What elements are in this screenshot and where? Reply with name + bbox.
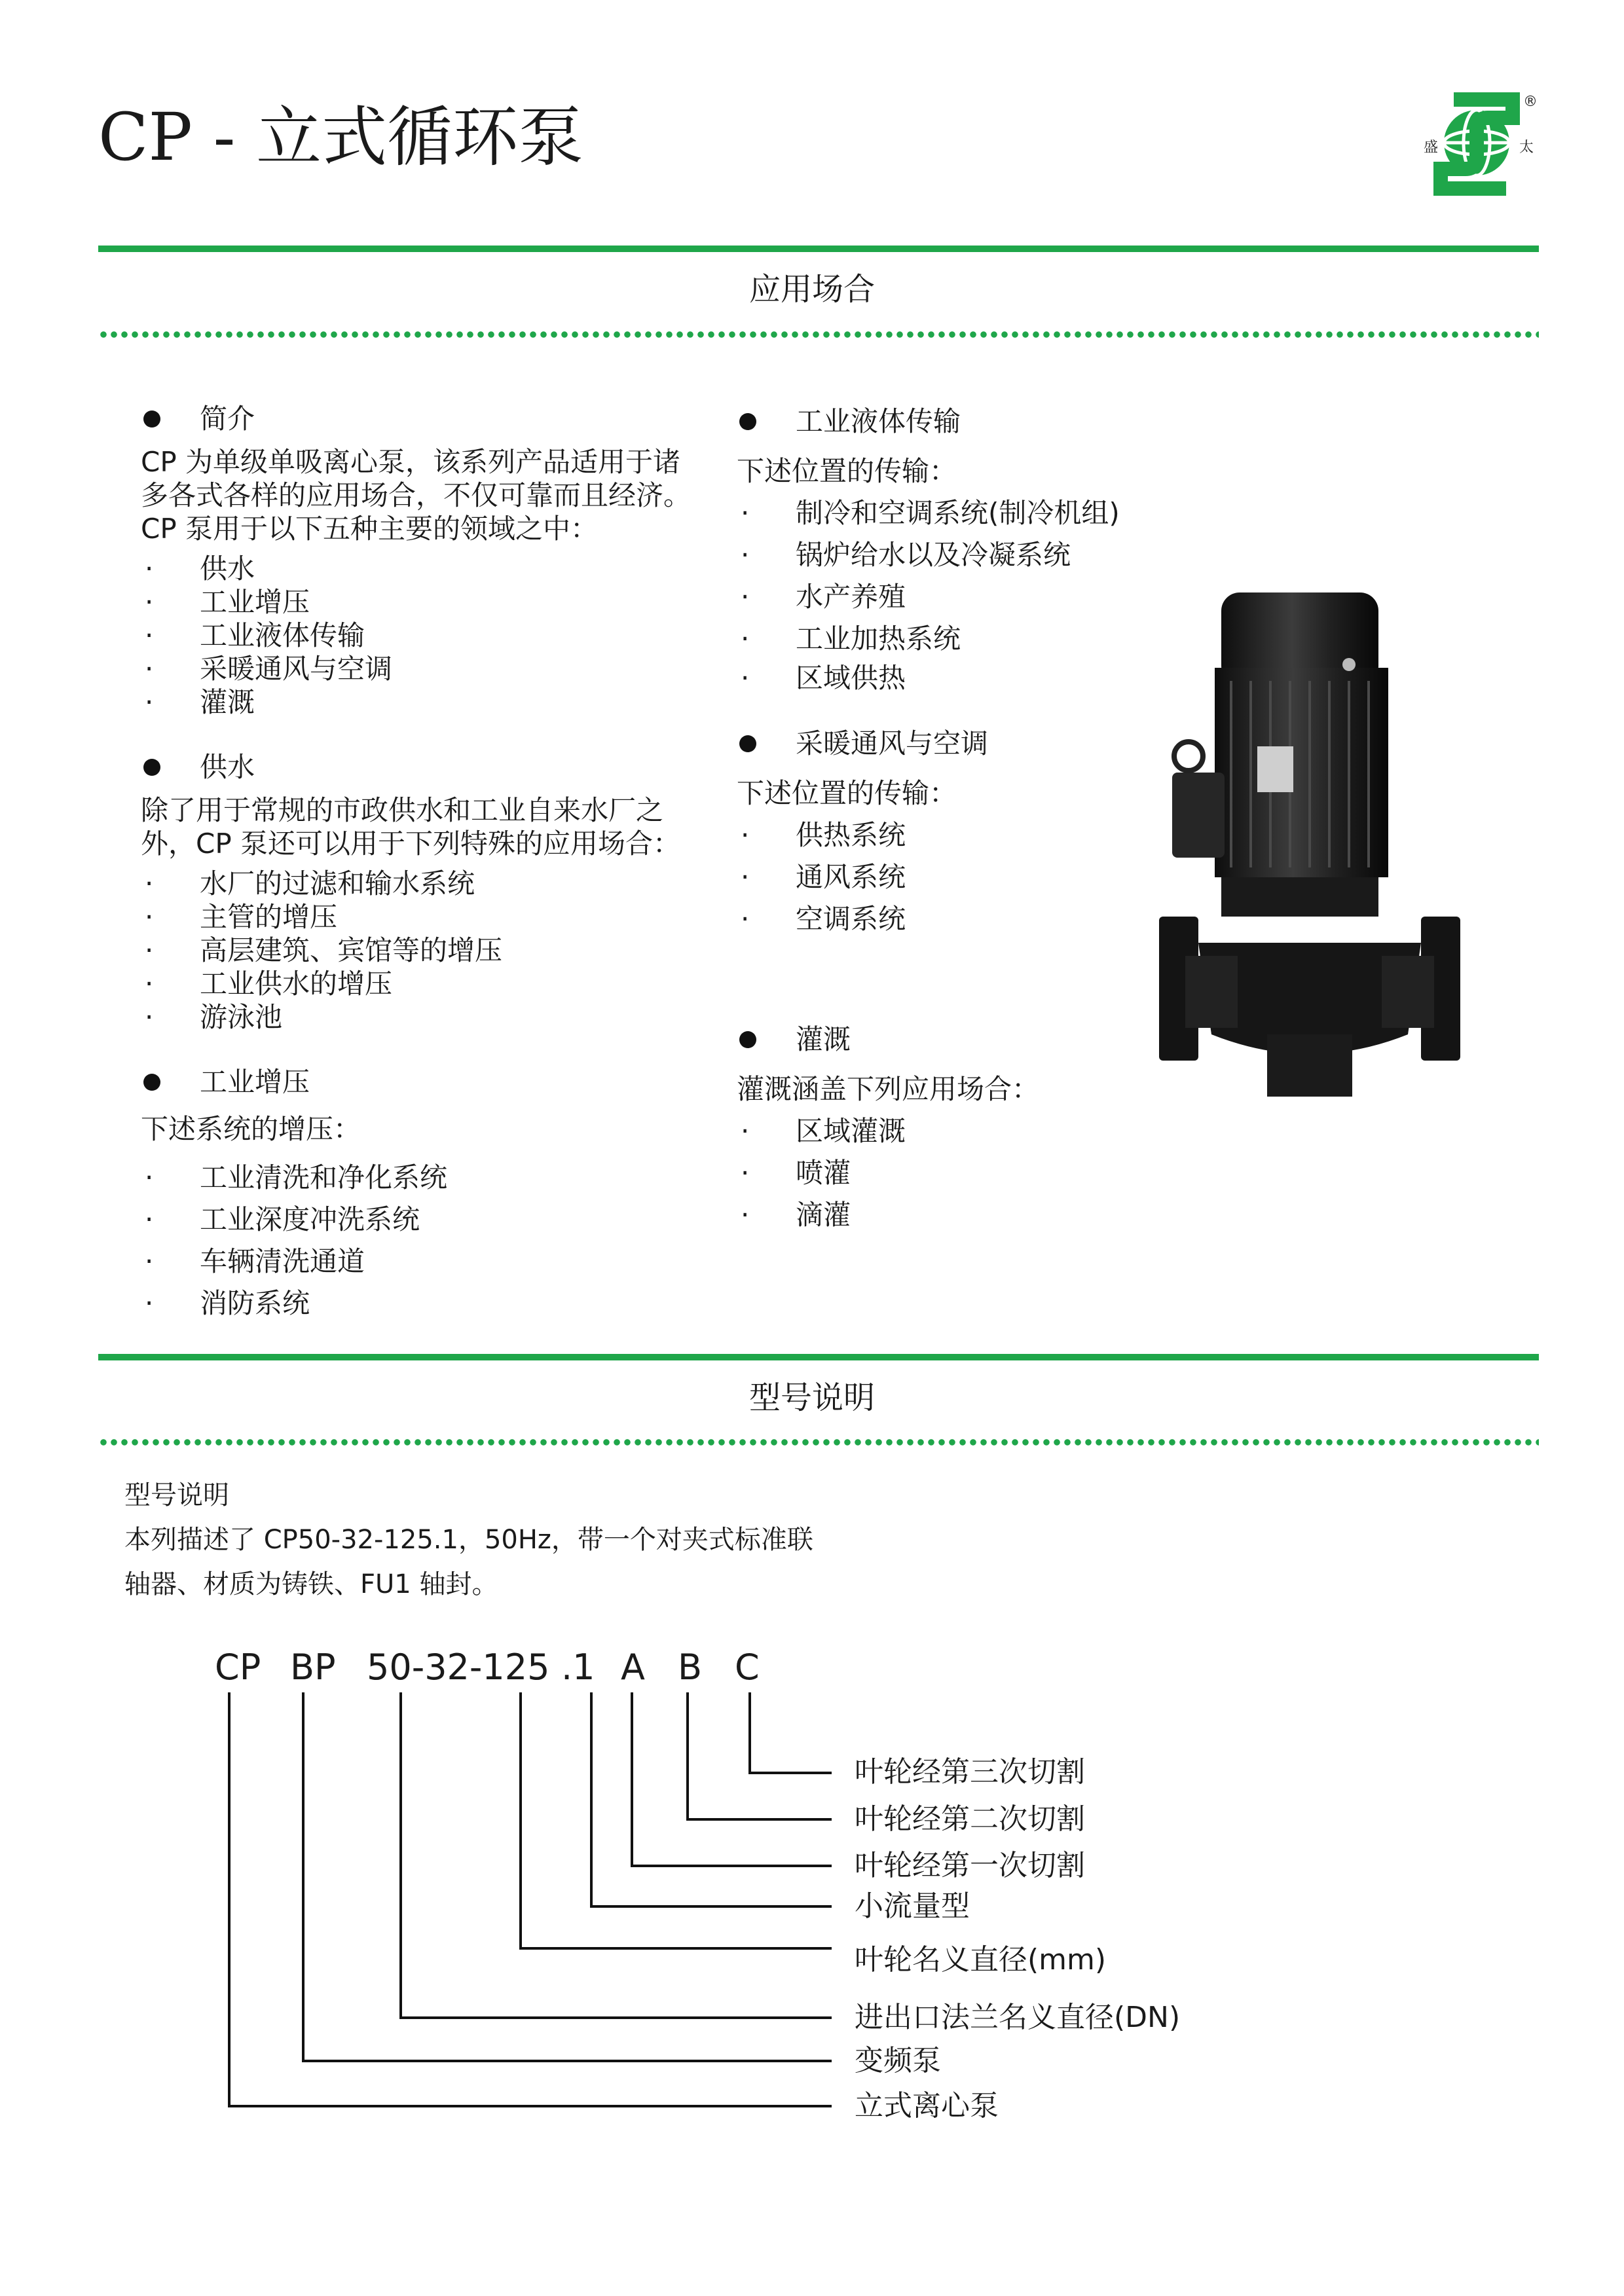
list-item: · 工业增压 [145,586,310,618]
connector-a [632,1692,832,1866]
label-variable-frequency: 变频泵 [855,2044,941,2077]
list-item: · 工业供水的增压 [145,968,393,1000]
registered-mark: ® [1523,94,1538,110]
connector-flange [401,1692,832,2018]
label-first-cut: 叶轮经第一次切割 [855,1849,1085,1882]
list-item: · 采暖通风与空调 [145,653,393,685]
code-part-c: C [735,1647,760,1688]
list-item: · 空调系统 [741,903,906,935]
label-flange-diameter: 进出口法兰名义直径(DN) [855,2001,1181,2034]
list-item: · 消防系统 [145,1287,310,1319]
list-item: · 滴灌 [741,1199,851,1231]
code-part-size: 50-32-125 [367,1647,550,1688]
code-part-b: B [678,1647,703,1688]
intro-paragraph: CP 为单级单吸离心泵，该系列产品适用于诸 多各式各样的应用场合，不仅可靠而且经济。 CP 泵用于以下五种主要的领域之中： [141,446,692,545]
hvac-paragraph: 下述位置的传输： [737,777,957,809]
list-item: · 工业加热系统 [741,623,961,655]
connector-variable [303,1692,832,2061]
liquid-paragraph: 下述位置的传输： [737,455,957,487]
model-intro-line: 型号说明 [124,1480,229,1510]
heading-industrial-boost: 工业增压 [141,1063,730,1108]
list-item: · 游泳池 [145,1001,283,1033]
boost-paragraph: 下述系统的增压： [141,1113,361,1145]
label-third-cut: 叶轮经第三次切割 [855,1755,1085,1789]
list-item: · 灌溉 [145,686,255,718]
heading-intro: 简介 [141,399,730,445]
label-impeller-diameter: 叶轮名义直径(mm) [855,1943,1107,1977]
section-title-applications: 应用场合 [748,271,875,308]
list-item: · 主管的增压 [145,901,338,933]
list-item: · 车辆清洗通道 [145,1245,365,1277]
logo-text-right: 太 [1519,139,1534,156]
water-paragraph: 除了用于常规的市政供水和工业自来水厂之 外，CP 泵还可以用于下列特殊的应用场合： [141,794,681,860]
list-item: · 区域灌溉 [741,1115,906,1147]
heading-liquid-transfer: 工业液体传输 [737,401,1208,450]
model-intro-line: 本列描述了 CP50-32-125.1，50Hz，带一个对夹式标准联 [124,1525,813,1555]
label-vertical-centrifugal: 立式离心泵 [855,2089,999,2123]
list-item: · 工业深度冲洗系统 [145,1203,420,1235]
section-title-model: 型号说明 [748,1379,875,1416]
list-item: · 工业液体传输 [145,619,365,651]
connector-vertical [229,1692,832,2106]
list-item: · 通风系统 [741,861,906,893]
irrigation-paragraph: 灌溉涵盖下列应用场合： [737,1073,1040,1105]
list-item: · 工业清洗和净化系统 [145,1161,448,1194]
connector-c [750,1692,832,1773]
list-item: · 喷灌 [741,1157,851,1189]
connector-b [688,1692,832,1819]
list-item: · 锅炉给水以及冷凝系统 [741,539,1071,571]
list-item: · 区域供热 [741,662,906,694]
model-intro-line: 轴器、材质为铸铁、FU1 轴封。 [124,1569,498,1599]
heading-hvac: 采暖通风与空调 [737,723,1208,773]
list-item: · 供水 [145,553,255,585]
code-part-a: A [621,1647,645,1688]
list-item: · 供热系统 [741,819,906,851]
heading-water-supply: 供水 [141,748,730,793]
logo-text-left: 盛 [1424,139,1439,156]
list-item: · 水厂的过滤和输水系统 [145,867,475,900]
code-part-low-flow: .1 [561,1647,595,1688]
code-part-bp: BP [290,1647,336,1688]
connector-low-flow [591,1692,832,1906]
list-item: · 制冷和空调系统(制冷机组) [741,497,1120,529]
heading-irrigation: 灌溉 [737,1019,1208,1068]
list-item: · 高层建筑、宾馆等的增压 [145,934,503,966]
code-part-cp: CP [215,1647,261,1688]
list-item: · 水产养殖 [741,581,906,613]
label-low-flow: 小流量型 [855,1889,970,1923]
label-second-cut: 叶轮经第二次切割 [855,1802,1085,1836]
page-title: CP - 立式循环泵 [98,99,584,175]
